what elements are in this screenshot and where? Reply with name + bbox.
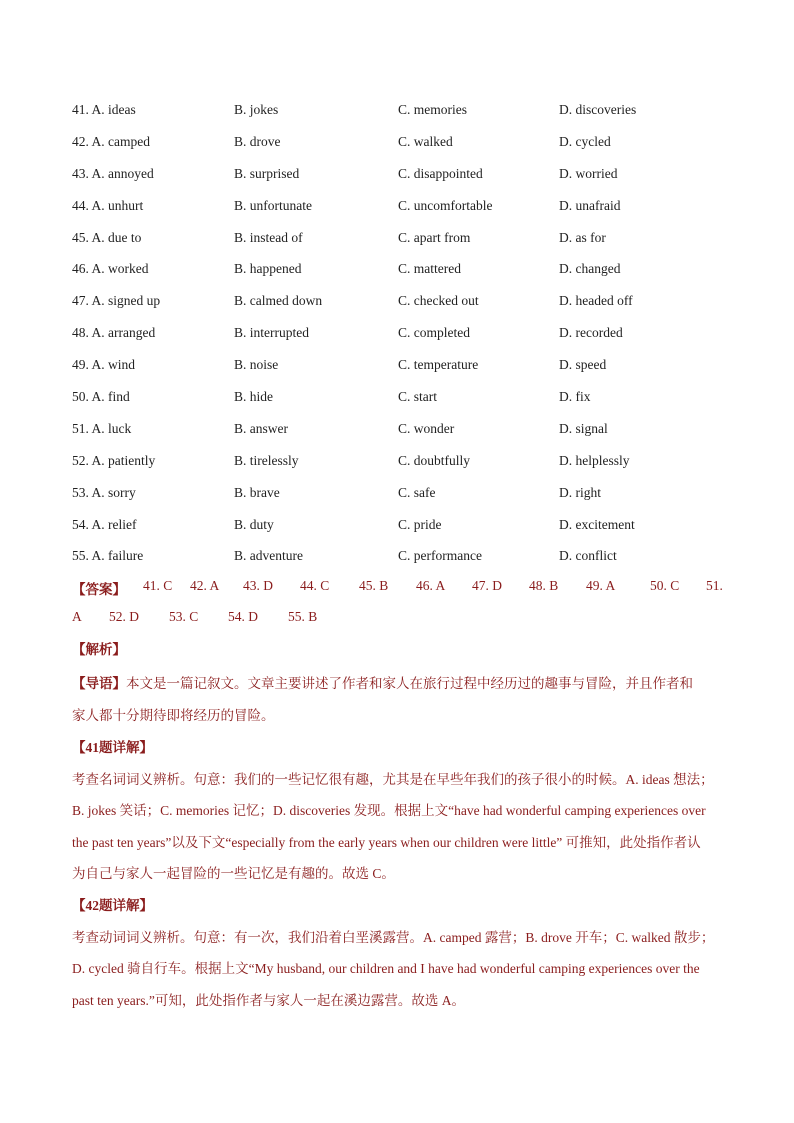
option-c: C. wonder bbox=[398, 420, 455, 436]
option-d: D. headed off bbox=[559, 293, 633, 309]
answer-item: 41. C bbox=[143, 578, 173, 593]
option-row bbox=[72, 451, 732, 483]
option-b: B. hide bbox=[234, 389, 273, 405]
option-d: D. worried bbox=[559, 165, 618, 181]
answer-item: A bbox=[72, 609, 82, 624]
q41-section bbox=[72, 732, 726, 890]
question-number: 55. bbox=[72, 548, 89, 564]
option-c: C. memories bbox=[398, 102, 467, 117]
question-number: 46. bbox=[72, 261, 89, 277]
q41-line-4: 为自己与家人一起冒险的一些记忆是有趣的。故选 C。 bbox=[72, 866, 395, 882]
option-b: B. noise bbox=[234, 357, 279, 373]
answer-item: 50. C bbox=[650, 578, 680, 593]
guide-line-2: 家人都十分期待即将经历的冒险。 bbox=[72, 707, 275, 723]
option-c: C. apart from bbox=[398, 229, 471, 245]
question-number: 49. bbox=[72, 357, 89, 373]
option-row bbox=[72, 259, 732, 291]
option-a bbox=[72, 228, 141, 248]
option-d: D. excitement bbox=[559, 516, 635, 532]
option-text: A. worked bbox=[91, 261, 149, 277]
question-number: 51. bbox=[72, 420, 89, 436]
guide-label: 【导语】 bbox=[72, 676, 126, 691]
answer-item: 45. B bbox=[359, 578, 389, 593]
option-c: C. performance bbox=[398, 548, 482, 564]
option-d: D. helplessly bbox=[559, 452, 630, 468]
option-a bbox=[72, 100, 136, 120]
option-d: D. signal bbox=[559, 420, 608, 436]
option-b: B. surprised bbox=[234, 165, 300, 181]
option-b: B. unfortunate bbox=[234, 197, 312, 213]
q41-line-1: 考查名词词义辨析。句意：我们的一些记忆很有趣，尤其是在早些年我们的孩子很小的时候。A. ideas 想法； bbox=[72, 771, 714, 787]
option-row bbox=[72, 546, 732, 578]
guide-section bbox=[72, 668, 726, 731]
answer-item: 49. A bbox=[586, 578, 616, 593]
option-text: A. due to bbox=[91, 229, 142, 245]
question-number: 47. bbox=[72, 293, 89, 309]
option-text: A. find bbox=[91, 389, 130, 405]
option-d: D. conflict bbox=[559, 548, 617, 564]
option-text: A. failure bbox=[91, 548, 144, 564]
answer-item: 42. A bbox=[190, 578, 220, 593]
option-b: B. interrupted bbox=[234, 325, 309, 341]
question-number: 44. bbox=[72, 197, 89, 213]
option-b: B. answer bbox=[234, 420, 288, 436]
option-a bbox=[72, 546, 143, 566]
question-number: 45. bbox=[72, 229, 89, 245]
question-number: 42. bbox=[72, 133, 89, 149]
q42-section bbox=[72, 890, 726, 1016]
option-text: A. sorry bbox=[91, 484, 136, 500]
option-a bbox=[72, 451, 155, 471]
option-b: B. adventure bbox=[234, 548, 303, 564]
option-row bbox=[72, 483, 732, 515]
q41-line-2: B. jokes 笑话；C. memories 记忆；D. discoveries 发现。根据上文“have had wonderful camping experiences over bbox=[72, 803, 706, 819]
option-c: C. temperature bbox=[398, 357, 479, 373]
option-b: B. duty bbox=[234, 516, 274, 532]
option-a bbox=[72, 259, 149, 279]
q42-line-1: 考查动词词义辨析。句意：有一次，我们沿着白垩溪露营。A. camped 露营；B. drove 开车；C. walked 散步； bbox=[72, 929, 715, 945]
guide-text-1: 本文是一篇记叙文。文章主要讲述了作者和家人在旅行过程中经历过的趣事与冒险，并且作者和 bbox=[126, 676, 693, 691]
answer-item: 53. C bbox=[169, 609, 199, 624]
analysis-label: 【解析】 bbox=[72, 642, 126, 657]
option-d: D. recorded bbox=[559, 325, 623, 341]
option-row bbox=[72, 291, 732, 323]
option-c: C. completed bbox=[398, 325, 470, 341]
option-text: A. luck bbox=[91, 420, 132, 436]
option-text: A. arranged bbox=[91, 325, 156, 341]
option-text: A. camped bbox=[91, 133, 150, 149]
question-number: 54. bbox=[72, 516, 89, 532]
guide-line-1 bbox=[72, 668, 726, 700]
q42-line-3: past ten years.”可知，此处指作者与家人一起在溪边露营。故选 A。 bbox=[72, 992, 465, 1008]
option-row bbox=[72, 387, 732, 419]
question-number: 48. bbox=[72, 325, 89, 341]
option-text: A. relief bbox=[91, 516, 137, 532]
option-d: D. as for bbox=[559, 229, 606, 245]
option-row bbox=[72, 100, 732, 132]
option-c: C. disappointed bbox=[398, 165, 483, 181]
option-text: A. annoyed bbox=[91, 165, 154, 181]
option-row bbox=[72, 419, 732, 451]
option-row bbox=[72, 355, 732, 387]
option-b: B. brave bbox=[234, 484, 280, 500]
option-a bbox=[72, 196, 143, 216]
option-b: B. instead of bbox=[234, 229, 303, 245]
option-c: C. mattered bbox=[398, 261, 461, 277]
question-number: 50. bbox=[72, 389, 89, 405]
option-a bbox=[72, 323, 155, 343]
answer-item: 55. B bbox=[288, 609, 318, 624]
option-text: A. wind bbox=[91, 357, 136, 373]
answer-label: 【答案】 bbox=[72, 582, 126, 597]
answer-item: 48. B bbox=[529, 578, 559, 593]
option-b: B. jokes bbox=[234, 102, 279, 117]
option-a bbox=[72, 483, 136, 503]
option-b: B. happened bbox=[234, 261, 302, 277]
option-b: B. drove bbox=[234, 133, 281, 149]
option-text: A. signed up bbox=[91, 293, 161, 309]
option-a bbox=[72, 164, 154, 184]
answer-line-1 bbox=[72, 578, 732, 609]
option-c: C. uncomfortable bbox=[398, 197, 493, 213]
option-c: C. walked bbox=[398, 133, 453, 149]
option-d: D. fix bbox=[559, 389, 591, 405]
answer-item: 47. D bbox=[472, 578, 502, 593]
q41-line-3: the past ten years”以及下文“especially from the early years when our children were little” 可推知，此处指作者认 bbox=[72, 834, 701, 850]
answer-item: 44. C bbox=[300, 578, 330, 593]
option-a bbox=[72, 355, 135, 375]
option-d: D. cycled bbox=[559, 133, 611, 149]
answer-item: 46. A bbox=[416, 578, 446, 593]
analysis-heading bbox=[72, 634, 726, 665]
option-b: B. tirelessly bbox=[234, 452, 299, 468]
options-list bbox=[72, 100, 732, 578]
option-c: C. pride bbox=[398, 516, 442, 532]
option-row bbox=[72, 323, 732, 355]
option-c: C. doubtfully bbox=[398, 452, 471, 468]
answer-block bbox=[72, 578, 732, 640]
option-a bbox=[72, 387, 130, 407]
option-row bbox=[72, 164, 732, 196]
q41-label: 【41题详解】 bbox=[72, 740, 153, 755]
option-c: C. safe bbox=[398, 484, 436, 500]
option-row bbox=[72, 228, 732, 260]
option-a bbox=[72, 291, 160, 311]
option-d: D. right bbox=[559, 484, 601, 500]
option-a bbox=[72, 132, 150, 152]
option-text: A. ideas bbox=[91, 102, 136, 117]
answer-item: 51. bbox=[706, 578, 723, 593]
option-a bbox=[72, 515, 137, 535]
option-d: D. unafraid bbox=[559, 197, 621, 213]
answer-item: 52. D bbox=[109, 609, 139, 624]
option-c: C. start bbox=[398, 389, 437, 405]
option-d: D. speed bbox=[559, 357, 607, 373]
option-row bbox=[72, 196, 732, 228]
option-a bbox=[72, 419, 131, 439]
option-text: A. patiently bbox=[91, 452, 156, 468]
option-row bbox=[72, 132, 732, 164]
question-number: 41. bbox=[72, 102, 89, 117]
option-row bbox=[72, 515, 732, 547]
option-text: A. unhurt bbox=[91, 197, 144, 213]
answer-item: 43. D bbox=[243, 578, 273, 593]
q42-label: 【42题详解】 bbox=[72, 898, 153, 913]
option-d: D. discoveries bbox=[559, 102, 637, 117]
q42-line-2: D. cycled 骑自行车。根据上文“My husband, our children and I have had wonderful camping experiences over the bbox=[72, 961, 700, 977]
question-number: 53. bbox=[72, 484, 89, 500]
option-c: C. checked out bbox=[398, 293, 479, 309]
answer-item: 54. D bbox=[228, 609, 258, 624]
question-number: 43. bbox=[72, 165, 89, 181]
question-number: 52. bbox=[72, 452, 89, 468]
option-d: D. changed bbox=[559, 261, 621, 277]
option-b: B. calmed down bbox=[234, 293, 323, 309]
